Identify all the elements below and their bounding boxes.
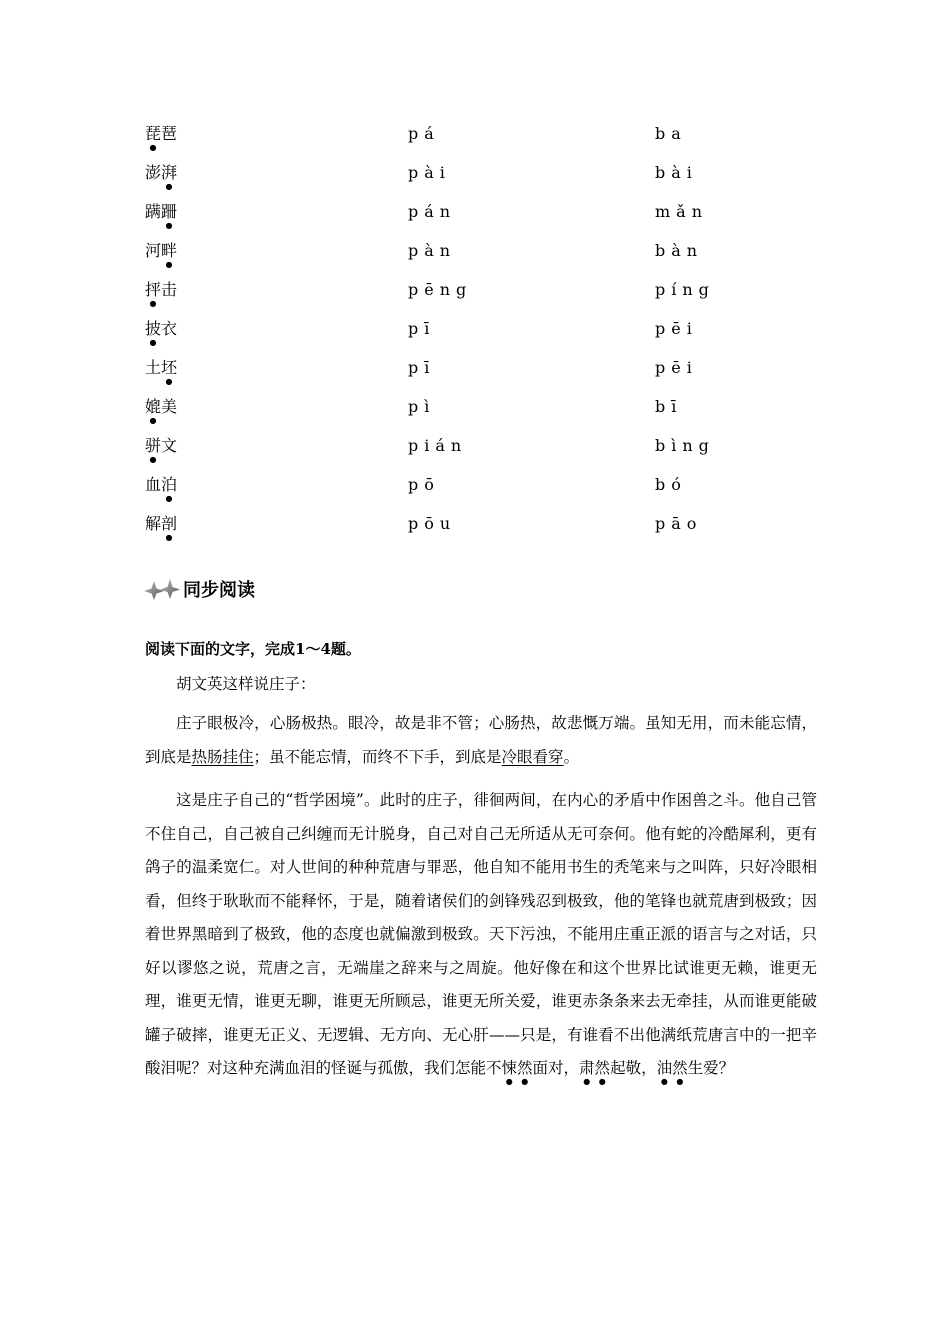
section-heading	[143, 576, 255, 602]
dotted-char: 剖	[161, 514, 178, 533]
underlined-phrase: 冷眼看穿	[501, 747, 564, 766]
plain-char: 河	[145, 241, 162, 260]
vocab-word	[145, 432, 177, 464]
vocab-row	[145, 315, 845, 354]
pinyin-option-2: píng	[655, 280, 715, 299]
dotted-char: 泊	[161, 475, 178, 494]
vocab-row	[145, 432, 845, 471]
vocab-word	[145, 354, 177, 386]
paragraph-text: 这是庄子自己的“哲学困境”。此时的庄子，徘徊两间，在内心的矛盾中作困兽之斗。他自己管不住自己，自己被自己纠缠而无计脱身，自己对自己无所适从无可奈何。他有蛇的冷酷犀利，更有鸽子的温柔宽仁。对人世间的种种荒唐与罪恶，他自知不能用书生的秃笔来与之叫阵，只好冷眼相看，但终于耿耿而不能释怀，于是，随着诸侯们的剑锋残忍到极致，他的笔锋也就荒唐到极致；因着世界黑暗到了极致，他的态度也就偏激到极致。天下污浊，不能用庄重正派的语言与之对话，只好以谬悠之说，荒唐之言，无端崖之辞来与之周旋。他好像在和这个世界比试谁更无赖，谁更无理，谁更无情，谁更无聊，谁更无所顾忌，谁更无所关爱，谁更赤条条来去无牵挂，从而谁更能破罐子破摔，谁更无正义、无逻辑、无方向、无心肝——只是，有谁看不出他满纸荒唐言中的一把辛酸泪呢？对这种充满血泪的怪诞与孤傲，我们怎能不	[145, 791, 817, 1077]
dotted-char: 琵	[145, 124, 162, 143]
vocab-row	[145, 159, 845, 198]
pinyin-option-2: pēi	[655, 319, 698, 338]
pinyin-option-2: bī	[655, 397, 683, 416]
section-title: 同步阅读	[183, 580, 255, 601]
dotted-char: 畔	[161, 241, 178, 260]
underlined-phrase: 热肠挂住	[191, 747, 254, 766]
plain-char: 衣	[161, 319, 178, 338]
paragraph-1	[145, 707, 817, 774]
pinyin-option-1: pī	[408, 358, 436, 377]
vocab-row	[145, 198, 845, 237]
vocab-word	[145, 237, 177, 269]
vocab-word	[145, 393, 177, 425]
plain-char: 澎	[145, 163, 162, 182]
plain-char: 琶	[161, 124, 178, 143]
vocab-word	[145, 120, 177, 152]
dotted-char: 湃	[161, 163, 178, 182]
vocab-row	[145, 471, 845, 510]
pinyin-option-2: pāo	[655, 514, 703, 533]
dotted-char: 媲	[145, 397, 162, 416]
paragraph-2	[145, 784, 817, 1086]
vocab-row	[145, 354, 845, 393]
pinyin-option-1: pán	[408, 202, 457, 221]
plain-char: 血	[145, 475, 162, 494]
pinyin-option-1: pī	[408, 319, 436, 338]
pinyin-option-2: mǎn	[655, 202, 709, 221]
dotted-char: 抨	[145, 280, 162, 299]
plain-char: 美	[161, 397, 178, 416]
pronunciation-table	[145, 120, 845, 549]
pinyin-option-1: pōu	[408, 514, 457, 533]
vocab-word	[145, 276, 177, 308]
paragraph-text: ；虽不能忘情，而终不下手，到底是	[253, 747, 502, 766]
dotted-phrase: 肃然	[579, 1059, 611, 1077]
question-instruction: 阅读下面的文字，完成1～4题。	[145, 640, 361, 658]
plain-char: 文	[161, 436, 178, 455]
vocab-row	[145, 393, 845, 432]
dotted-phrase: 油然	[656, 1059, 688, 1077]
vocab-word	[145, 198, 177, 230]
pinyin-option-1: pián	[408, 436, 468, 455]
vocab-word	[145, 315, 177, 347]
pinyin-option-1: pài	[408, 163, 451, 182]
pinyin-option-1: pì	[408, 397, 436, 416]
sparkle-icon	[143, 578, 181, 600]
intro-paragraph: 胡文英这样说庄子：	[176, 675, 316, 693]
vocab-row	[145, 510, 845, 549]
dotted-char: 坯	[161, 358, 178, 377]
dotted-char: 跚	[161, 202, 178, 221]
dotted-phrase: 悚然	[501, 1059, 533, 1077]
pinyin-option-2: pēi	[655, 358, 698, 377]
paragraph-text: 。	[563, 747, 580, 766]
pinyin-option-2: bài	[655, 163, 698, 182]
vocab-row	[145, 237, 845, 276]
pinyin-option-2: ba	[655, 124, 687, 143]
pinyin-option-2: bàn	[655, 241, 704, 260]
vocab-row	[145, 276, 845, 315]
vocab-row	[145, 120, 845, 159]
pinyin-option-1: pēng	[408, 280, 473, 299]
paragraph-text: 生爱？	[687, 1059, 735, 1077]
plain-char: 击	[161, 280, 178, 299]
paragraph-text: 起敬，	[610, 1059, 657, 1077]
pinyin-option-1: pō	[408, 475, 440, 494]
plain-char: 土	[145, 358, 162, 377]
dotted-char: 骈	[145, 436, 162, 455]
pinyin-option-2: bó	[655, 475, 687, 494]
dotted-char: 披	[145, 319, 162, 338]
plain-char: 蹒	[145, 202, 162, 221]
pinyin-option-2: bìng	[655, 436, 715, 455]
paragraph-text: 面对，	[532, 1059, 580, 1077]
vocab-word	[145, 159, 177, 191]
plain-char: 解	[145, 514, 162, 533]
vocab-word	[145, 471, 177, 503]
paragraph-text: 庄子眼极冷，心肠极热。眼冷，故是非不管；心肠热，故悲慨万端。虽知无用，而未能忘情，到底是	[145, 714, 817, 766]
pinyin-option-1: pá	[408, 124, 440, 143]
pinyin-option-1: pàn	[408, 241, 457, 260]
vocab-word	[145, 510, 177, 542]
